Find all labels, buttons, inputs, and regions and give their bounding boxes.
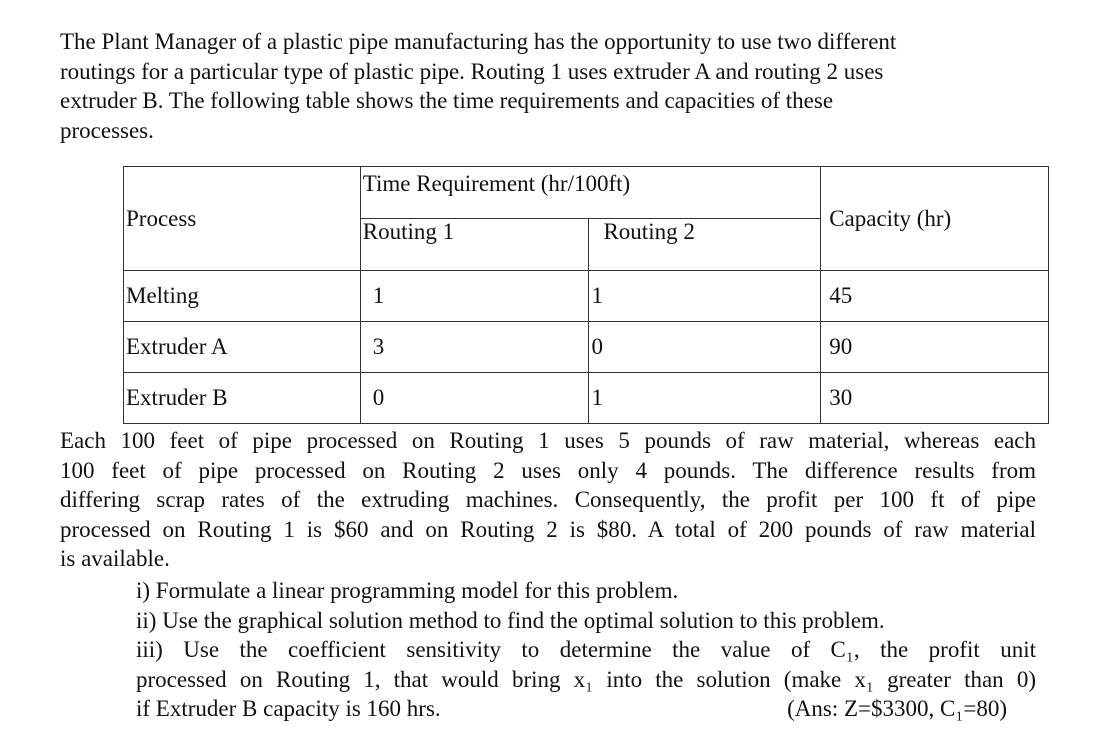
- row-capacity: 30: [821, 373, 1049, 424]
- row-routing-2: 0: [589, 322, 821, 373]
- body-line: differing scrap rates of the extruding machines. Consequently, the profit per 100 ft of pipe: [60, 487, 1036, 512]
- question-2: ii) Use the graphical solution method to find the optimal solution to this problem.: [136, 607, 885, 633]
- intro-line: routings for a particular type of plastic pipe. Routing 1 uses extruder A and routing 2 uses: [60, 58, 884, 84]
- intro-line: processes.: [60, 117, 154, 143]
- body-line: is available.: [60, 546, 170, 571]
- row-process: Extruder A: [124, 322, 361, 373]
- row-routing-1: 0: [360, 373, 589, 424]
- question-3-line-2: processed on Routing 1, that would bring x₁ into the solution (make x₁ greater than 0): [136, 666, 1036, 692]
- header-routing-1: Routing 1: [360, 219, 589, 271]
- answer-text: (Ans: Z=$3300, C₁=80): [787, 696, 1007, 721]
- intro-line: extruder B. The following table shows the time requirements and capacities of these: [60, 88, 834, 113]
- header-routing-2: Routing 2: [589, 219, 821, 271]
- intro-paragraph: [60, 27, 1020, 145]
- time-requirements-table: [123, 166, 1049, 424]
- question-3-line-1: iii) Use the coefficient sensitivity to determine the value of C₁, the profit unit: [136, 637, 1036, 662]
- questions-list: [136, 576, 1036, 724]
- row-capacity: 45: [821, 271, 1049, 322]
- header-process: Process: [124, 167, 361, 271]
- question-3-line-3: if Extruder B capacity is 160 hrs.: [136, 696, 441, 721]
- table-row: [124, 322, 1049, 373]
- body-paragraph: [60, 426, 1036, 574]
- body-line: processed on Routing 1 is $60 and on Routing 2 is $80. A total of 200 pounds of raw material: [60, 516, 1036, 542]
- intro-line: The Plant Manager of a plastic pipe manufacturing has the opportunity to use two different: [60, 29, 897, 54]
- table-row: [124, 271, 1049, 322]
- question-1: i) Formulate a linear programming model for this problem.: [136, 578, 679, 603]
- row-routing-1: 3: [360, 322, 589, 373]
- table-row: [124, 373, 1049, 424]
- header-capacity: Capacity (hr): [821, 167, 1049, 271]
- body-line: 100 feet of pipe processed on Routing 2 uses only 4 pounds. The difference results from: [60, 457, 1036, 483]
- row-process: Melting: [124, 271, 361, 322]
- row-routing-2: 1: [589, 271, 821, 322]
- row-process: Extruder B: [124, 373, 361, 424]
- body-line: Each 100 feet of pipe processed on Routing 1 uses 5 pounds of raw material, whereas each: [60, 428, 1036, 453]
- header-time-requirement: Time Requirement (hr/100ft): [360, 167, 820, 219]
- row-routing-1: 1: [360, 271, 589, 322]
- row-capacity: 90: [821, 322, 1049, 373]
- question-3-last-row: [136, 694, 1007, 724]
- row-routing-2: 1: [589, 373, 821, 424]
